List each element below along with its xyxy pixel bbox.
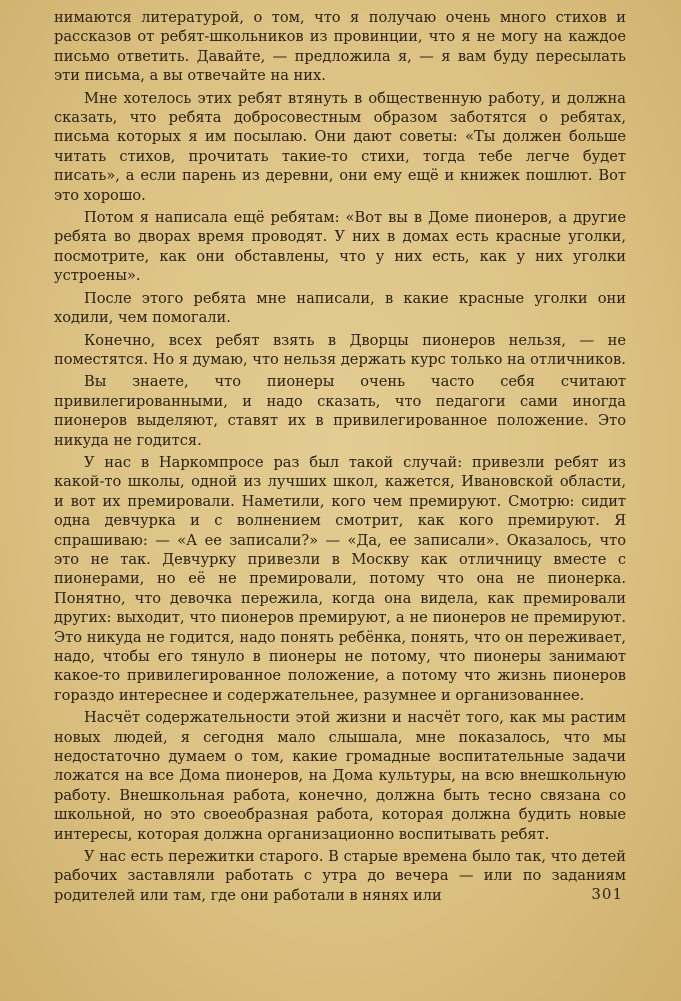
paragraph-1: нимаются литературой, о том, что я получаю очень много стихов и рассказов от ребят-школьников из провинции, что я не могу на каждое письмо ответить. Давайте, — предложила я, — я вам буду пересылать эти письма, а вы отвечайте на них. [54, 9, 626, 85]
paragraph-3: Потом я написала ещё ребятам: «Вот вы в Доме пионеров, а другие ребята во дворах время проводят. У них в домах есть красные уголки, посмотрите, как они обставлены, что у них есть, как у них уголки устроены». [54, 209, 626, 285]
paragraph-8: Насчёт содержательности этой жизни и насчёт того, как мы растим новых людей, я сегодня мало слышала, мне показалось, что мы недостаточно думаем о том, какие громадные воспитательные задачи ложатся на все Дома пионеров, на Дома культуры, на всю внешкольную работу. Внешкольная работа, конечно, должна быть тесно связана со школьной, но это своеобразная работа, которая должна будить новые интересы, которая должна организационно воспитывать ребят. [54, 709, 626, 843]
page-number: 301 [591, 885, 623, 903]
paragraph-5: Конечно, всех ребят взять в Дворцы пионеров нельзя, — не поместятся. Но я думаю, что нельзя держать курс только на отличников. [54, 331, 626, 368]
paragraph-4: После этого ребята мне написали, в какие красные уголки они ходили, чем помогали. [54, 289, 626, 327]
page-text [54, 8, 626, 908]
paragraph-9: У нас есть пережитки старого. В старые времена было так, что детей рабочих заставляли работать с утра до вечера — или по заданиям родителей или там, где они работали в нянях или [54, 848, 626, 904]
paragraph-7: У нас в Наркомпросе раз был такой случай: привезли ребят из какой-то школы, одной из лучших школ, кажется, Ивановской области, и вот их премировали. Наметили, кого чем премируют. Смотрю: сидит одна девчурка и с волнением смотрит, как кого премируют. Я спрашиваю: — «А ее записали?» — «Да, ее записали». Оказалось, что это не так. Девчурку привезли в Москву как отличницу вместе с пионерами, но её не премировали, потому что она не пионерка. Понятно, что девочка пережила, когда она видела, как премировали других: выходит, что пионеров премируют, а не пионеров не премируют. Это никуда не годится, надо понять ребёнка, понять, что он переживает, надо, чтобы его тянуло в пионеры не потому, что пионеры занимают какое-то привилегированное положение, а потому что жизнь пионеров гораздо интереснее и содержательнее, разумнее и организованнее. [54, 453, 626, 704]
paragraph-6: Вы знаете, что пионеры очень часто себя считают привилегированными, и надо сказать, что педагоги сами иногда пионеров выделяют, ставят их в привилегированное положение. Это никуда не годится. [54, 373, 626, 449]
paragraph-2: Мне хотелось этих ребят втянуть в общественную работу, и должна сказать, что ребята добросовестным образом заботятся о ребятах, письма которых я им посылаю. Они дают советы: «Ты должен больше читать стихов, прочитать такие-то стихи, тогда тебе легче будет писать», а если парень из деревни, они ему ещё и книжек пошлют. Вот это хорошо. [54, 89, 626, 204]
